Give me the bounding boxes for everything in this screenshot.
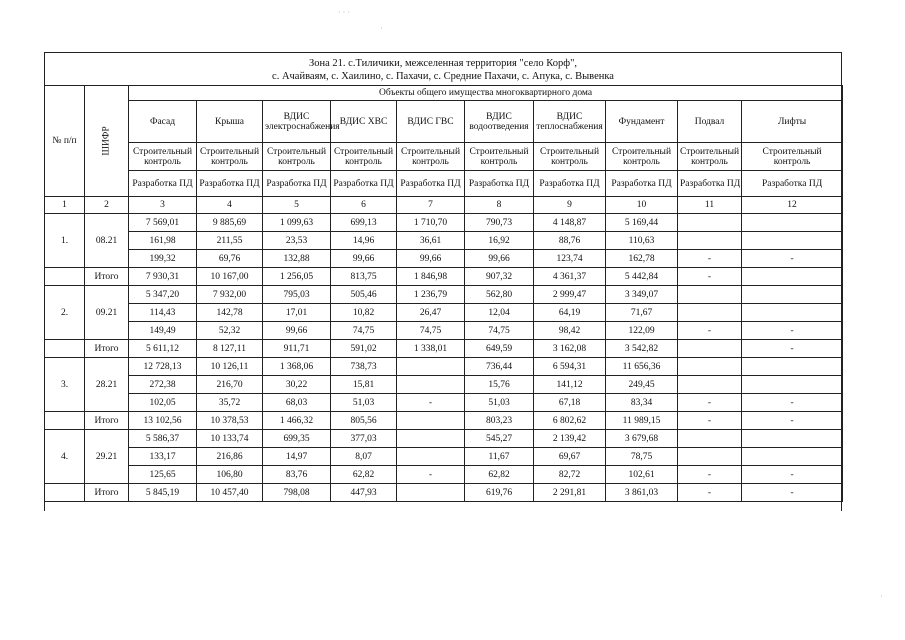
- total-cell: 798,08: [263, 484, 331, 502]
- table-cell: -: [678, 322, 742, 340]
- table-cell: 736,44: [465, 358, 534, 376]
- table-cell: 1 236,79: [397, 286, 465, 304]
- table-row: [45, 322, 843, 340]
- total-empty-cell: [45, 268, 85, 286]
- table-cell: 199,32: [129, 250, 197, 268]
- total-label: Итого: [85, 484, 129, 502]
- total-cell: 1 256,05: [263, 268, 331, 286]
- column-header: ВДИС водоотведения: [465, 101, 534, 143]
- table-cell: 7 932,00: [197, 286, 263, 304]
- table-cell: 30,22: [263, 376, 331, 394]
- table-cell: -: [678, 466, 742, 484]
- table-cell: [397, 376, 465, 394]
- table-cell: 64,19: [534, 304, 606, 322]
- table-cell: 51,03: [465, 394, 534, 412]
- table-cell: 99,66: [465, 250, 534, 268]
- total-cell: 5 611,12: [129, 340, 197, 358]
- table-cell: 2 999,47: [534, 286, 606, 304]
- table-cell: 9 885,69: [197, 214, 263, 232]
- total-cell: [678, 340, 742, 358]
- table-cell: 5 169,44: [606, 214, 678, 232]
- table-cell: [678, 358, 742, 376]
- total-cell: 3 861,03: [606, 484, 678, 502]
- column-header: ВДИС электроснабжения: [263, 101, 331, 143]
- table-row: [45, 286, 843, 304]
- control-label: Строительный контроль: [534, 143, 606, 171]
- table-cell: 141,12: [534, 376, 606, 394]
- table-cell: 99,66: [331, 250, 397, 268]
- table-cell: 67,18: [534, 394, 606, 412]
- table-cell: 14,97: [263, 448, 331, 466]
- title-line-2: с. Ачайваям, с. Хаилино, с. Пахачи, с. Средние Пахачи, с. Апука, с. Вывенка: [272, 71, 614, 82]
- table-cell: 161,98: [129, 232, 197, 250]
- total-cell: 5 442,84: [606, 268, 678, 286]
- table-cell: 110,63: [606, 232, 678, 250]
- table-cell: 15,76: [465, 376, 534, 394]
- document-sheet: [44, 52, 842, 511]
- table-cell: 122,09: [606, 322, 678, 340]
- table-cell: 15,81: [331, 376, 397, 394]
- table-cell: 211,55: [197, 232, 263, 250]
- table-cell: 1 368,06: [263, 358, 331, 376]
- table-cell: -: [678, 250, 742, 268]
- column-header: ВДИС теплоснабжения: [534, 101, 606, 143]
- table-cell: 699,13: [331, 214, 397, 232]
- table-cell: [742, 358, 843, 376]
- total-cell: 13 102,56: [129, 412, 197, 430]
- total-cell: 1 338,01: [397, 340, 465, 358]
- table-cell: 52,32: [197, 322, 263, 340]
- table-cell: -: [678, 394, 742, 412]
- table-cell: 98,42: [534, 322, 606, 340]
- table-cell: 6 594,31: [534, 358, 606, 376]
- table-cell: 4 148,87: [534, 214, 606, 232]
- table-cell: 36,61: [397, 232, 465, 250]
- total-cell: -: [742, 484, 843, 502]
- table-cell: 106,80: [197, 466, 263, 484]
- table-cell: 10 133,74: [197, 430, 263, 448]
- column-number: 10: [606, 197, 678, 214]
- table-cell: 99,66: [263, 322, 331, 340]
- table-cell: 102,61: [606, 466, 678, 484]
- total-cell: 10 378,53: [197, 412, 263, 430]
- total-cell: 447,93: [331, 484, 397, 502]
- table-cell: 8,07: [331, 448, 397, 466]
- table-cell: [678, 430, 742, 448]
- control-label: Строительный контроль: [678, 143, 742, 171]
- table-cell: -: [397, 394, 465, 412]
- total-cell: -: [742, 340, 843, 358]
- table-cell: 26,47: [397, 304, 465, 322]
- table-cell: [742, 286, 843, 304]
- column-header: Крыша: [197, 101, 263, 143]
- total-cell: -: [678, 268, 742, 286]
- total-cell: 3 162,08: [534, 340, 606, 358]
- total-cell: [397, 412, 465, 430]
- total-cell: 803,23: [465, 412, 534, 430]
- table-row: [45, 250, 843, 268]
- shifr-value: 08.21: [85, 214, 129, 268]
- table-cell: 149,49: [129, 322, 197, 340]
- total-cell: 591,02: [331, 340, 397, 358]
- total-cell: -: [678, 412, 742, 430]
- table-cell: 5 586,37: [129, 430, 197, 448]
- total-cell: 2 291,81: [534, 484, 606, 502]
- table-cell: 74,75: [331, 322, 397, 340]
- total-cell: 649,59: [465, 340, 534, 358]
- pd-label: Разработка ПД: [742, 171, 843, 197]
- total-row: [45, 484, 843, 502]
- column-number: 12: [742, 197, 843, 214]
- table-cell: 12,04: [465, 304, 534, 322]
- table-cell: 74,75: [397, 322, 465, 340]
- total-cell: 911,71: [263, 340, 331, 358]
- table-cell: 1 099,63: [263, 214, 331, 232]
- table-cell: 377,03: [331, 430, 397, 448]
- pd-label: Разработка ПД: [331, 171, 397, 197]
- table-cell: 82,72: [534, 466, 606, 484]
- control-label: Строительный контроль: [397, 143, 465, 171]
- table-row: [45, 358, 843, 376]
- table-cell: 88,76: [534, 232, 606, 250]
- control-label: Строительный контроль: [197, 143, 263, 171]
- column-number: 1: [45, 197, 85, 214]
- table-cell: 216,70: [197, 376, 263, 394]
- table-cell: 11 656,36: [606, 358, 678, 376]
- table-row: [45, 430, 843, 448]
- table-row: [45, 466, 843, 484]
- table-row: [45, 214, 843, 232]
- table-cell: 142,78: [197, 304, 263, 322]
- total-cell: 8 127,11: [197, 340, 263, 358]
- control-label: Строительный контроль: [331, 143, 397, 171]
- table-cell: -: [742, 466, 843, 484]
- column-number: 11: [678, 197, 742, 214]
- table-cell: 249,45: [606, 376, 678, 394]
- scan-dots-3: ·: [880, 592, 883, 601]
- table-cell: 69,67: [534, 448, 606, 466]
- table-cell: [397, 430, 465, 448]
- table-cell: 68,03: [263, 394, 331, 412]
- total-cell: -: [742, 412, 843, 430]
- total-cell: 619,76: [465, 484, 534, 502]
- table-row: [45, 448, 843, 466]
- total-label: Итого: [85, 412, 129, 430]
- objects-header: Объекты общего имущества многоквартирного дома: [129, 86, 843, 101]
- column-number: 7: [397, 197, 465, 214]
- total-cell: 907,32: [465, 268, 534, 286]
- total-cell: [397, 484, 465, 502]
- table-cell: 5 347,20: [129, 286, 197, 304]
- total-cell: 6 802,62: [534, 412, 606, 430]
- table-cell: 272,38: [129, 376, 197, 394]
- table-cell: -: [742, 322, 843, 340]
- pd-label: Разработка ПД: [263, 171, 331, 197]
- table-row: [45, 304, 843, 322]
- pd-label: Разработка ПД: [678, 171, 742, 197]
- table-cell: [742, 376, 843, 394]
- table-cell: 123,74: [534, 250, 606, 268]
- table-cell: 17,01: [263, 304, 331, 322]
- table-cell: 62,82: [331, 466, 397, 484]
- table-cell: [742, 214, 843, 232]
- control-label: Строительный контроль: [606, 143, 678, 171]
- table-cell: -: [742, 250, 843, 268]
- table-cell: 545,27: [465, 430, 534, 448]
- total-empty-cell: [45, 340, 85, 358]
- table-cell: 505,46: [331, 286, 397, 304]
- total-cell: 1 846,98: [397, 268, 465, 286]
- total-cell: 1 466,32: [263, 412, 331, 430]
- column-header: Фасад: [129, 101, 197, 143]
- table-cell: 71,67: [606, 304, 678, 322]
- table-cell: 35,72: [197, 394, 263, 412]
- total-cell: 10 457,40: [197, 484, 263, 502]
- document-title: [45, 57, 841, 83]
- table-cell: [742, 448, 843, 466]
- total-cell: 813,75: [331, 268, 397, 286]
- table-cell: 795,03: [263, 286, 331, 304]
- table-cell: 10 126,11: [197, 358, 263, 376]
- column-number: 9: [534, 197, 606, 214]
- column-header: ВДИС ГВС: [397, 101, 465, 143]
- row-number: 3.: [45, 358, 85, 412]
- pd-label: Разработка ПД: [129, 171, 197, 197]
- table-cell: 216,86: [197, 448, 263, 466]
- total-cell: 4 361,37: [534, 268, 606, 286]
- table-cell: [678, 304, 742, 322]
- shifr-value: 29.21: [85, 430, 129, 484]
- row-number: 2.: [45, 286, 85, 340]
- total-cell: 10 167,00: [197, 268, 263, 286]
- total-cell: 7 930,31: [129, 268, 197, 286]
- table-cell: 14,96: [331, 232, 397, 250]
- cost-table: [44, 85, 843, 502]
- total-cell: 11 989,15: [606, 412, 678, 430]
- table-cell: 12 728,13: [129, 358, 197, 376]
- table-cell: [678, 376, 742, 394]
- table-cell: 74,75: [465, 322, 534, 340]
- title-line-1: Зона 21. с.Тиличики, межселенная территория "село Корф",: [309, 58, 577, 69]
- num-column-header: № п/п: [45, 86, 85, 197]
- column-number: 6: [331, 197, 397, 214]
- row-number: 1.: [45, 214, 85, 268]
- table-cell: [397, 358, 465, 376]
- total-row: [45, 268, 843, 286]
- table-cell: 133,17: [129, 448, 197, 466]
- control-label: Строительный контроль: [742, 143, 843, 171]
- table-cell: 738,73: [331, 358, 397, 376]
- table-cell: 99,66: [397, 250, 465, 268]
- column-header: Подвал: [678, 101, 742, 143]
- control-label: Строительный контроль: [129, 143, 197, 171]
- shifr-column-header: [85, 86, 129, 197]
- table-cell: [678, 448, 742, 466]
- table-cell: 62,82: [465, 466, 534, 484]
- column-header: Фундамент: [606, 101, 678, 143]
- table-cell: [678, 232, 742, 250]
- table-cell: [742, 232, 843, 250]
- total-cell: [742, 268, 843, 286]
- shifr-value: 09.21: [85, 286, 129, 340]
- table-cell: [397, 448, 465, 466]
- total-cell: -: [678, 484, 742, 502]
- table-cell: [678, 214, 742, 232]
- table-cell: 83,34: [606, 394, 678, 412]
- table-cell: 10,82: [331, 304, 397, 322]
- table-cell: 69,76: [197, 250, 263, 268]
- table-cell: 562,80: [465, 286, 534, 304]
- shifr-value: 28.21: [85, 358, 129, 412]
- table-cell: 790,73: [465, 214, 534, 232]
- row-number: 4.: [45, 430, 85, 484]
- table-cell: 78,75: [606, 448, 678, 466]
- column-number: 5: [263, 197, 331, 214]
- total-label: Итого: [85, 268, 129, 286]
- table-cell: 114,43: [129, 304, 197, 322]
- control-label: Строительный контроль: [263, 143, 331, 171]
- column-header: ВДИС ХВС: [331, 101, 397, 143]
- table-cell: 7 569,01: [129, 214, 197, 232]
- shifr-label: ШИФР: [101, 126, 112, 156]
- total-cell: 805,56: [331, 412, 397, 430]
- table-cell: [742, 430, 843, 448]
- column-number: 3: [129, 197, 197, 214]
- total-empty-cell: [45, 484, 85, 502]
- total-cell: 3 542,82: [606, 340, 678, 358]
- control-label: Строительный контроль: [465, 143, 534, 171]
- table-cell: 2 139,42: [534, 430, 606, 448]
- column-header: Лифты: [742, 101, 843, 143]
- total-row: [45, 412, 843, 430]
- table-cell: 132,88: [263, 250, 331, 268]
- scan-dots: · · ·: [338, 8, 350, 17]
- table-cell: 11,67: [465, 448, 534, 466]
- table-cell: 125,65: [129, 466, 197, 484]
- table-cell: 51,03: [331, 394, 397, 412]
- table-row: [45, 232, 843, 250]
- column-number: 2: [85, 197, 129, 214]
- table-cell: 3 349,07: [606, 286, 678, 304]
- total-row: [45, 340, 843, 358]
- table-cell: [742, 304, 843, 322]
- table-cell: [678, 286, 742, 304]
- column-number: 8: [465, 197, 534, 214]
- scan-dots-2: ·: [380, 24, 383, 33]
- table-cell: 16,92: [465, 232, 534, 250]
- table-cell: 162,78: [606, 250, 678, 268]
- table-row: [45, 394, 843, 412]
- total-empty-cell: [45, 412, 85, 430]
- pd-label: Разработка ПД: [397, 171, 465, 197]
- table-cell: 83,76: [263, 466, 331, 484]
- pd-label: Разработка ПД: [606, 171, 678, 197]
- total-cell: 5 845,19: [129, 484, 197, 502]
- table-cell: -: [397, 466, 465, 484]
- pd-label: Разработка ПД: [197, 171, 263, 197]
- total-label: Итого: [85, 340, 129, 358]
- table-cell: 102,05: [129, 394, 197, 412]
- pd-label: Разработка ПД: [534, 171, 606, 197]
- table-cell: 1 710,70: [397, 214, 465, 232]
- table-cell: 23,53: [263, 232, 331, 250]
- pd-label: Разработка ПД: [465, 171, 534, 197]
- table-cell: -: [742, 394, 843, 412]
- table-cell: 3 679,68: [606, 430, 678, 448]
- table-cell: 699,35: [263, 430, 331, 448]
- column-number: 4: [197, 197, 263, 214]
- table-row: [45, 376, 843, 394]
